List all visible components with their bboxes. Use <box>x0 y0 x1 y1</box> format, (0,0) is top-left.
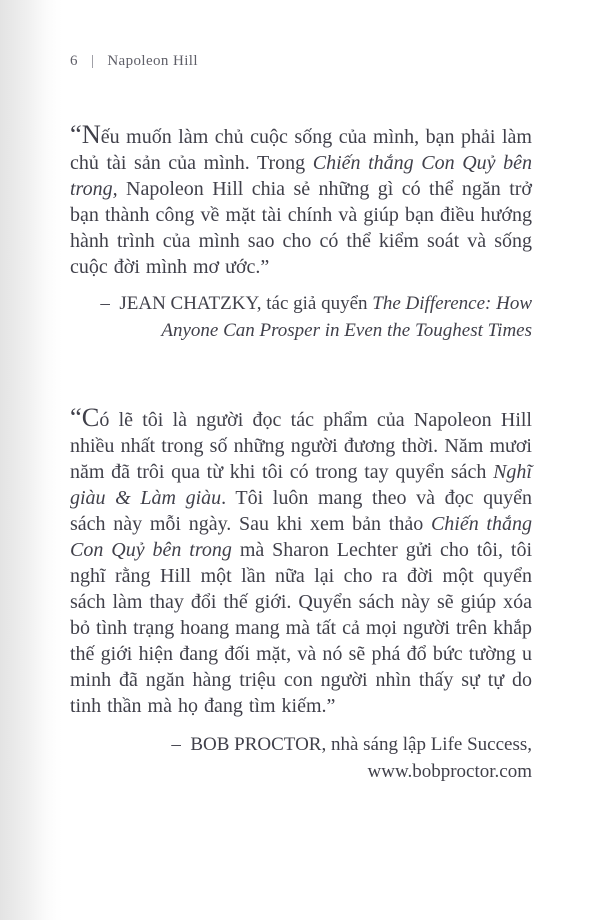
text-run-lead: “N <box>70 119 101 149</box>
text-run-normal: ếu muốn làm chủ cuộc sống của mình, bạn phải làm chủ tài sản của mình. Trong <box>70 126 532 174</box>
header-separator: | <box>90 53 95 69</box>
page-content <box>70 0 532 785</box>
text-run-normal: Napoleon Hill chia sẻ những gì có thể ngăn trở bạn thành công về mặt tài chính và giúp bạn điều hướng hành trình của mình sao cho có thể kiểm soát và sống cuộc đời mình mơ ước.” <box>70 178 532 278</box>
page-number: 6 <box>70 53 78 69</box>
text-run-lead: “C <box>70 402 100 432</box>
page-header <box>70 52 532 70</box>
text-run-normal: – JEAN CHATZKY, tác giả quyển <box>100 293 373 314</box>
endorsement-attribution-2 <box>70 731 532 785</box>
endorsement-quote-2 <box>70 402 532 719</box>
text-run-normal: . Tôi luôn mang theo và đọc quyển sách này mỗi ngày. Sau khi xem bản thảo <box>70 487 532 535</box>
text-run-normal: ó lẽ tôi là người đọc tác phẩm của Napoleon Hill nhiều nhất trong số những người đương thời. Năm mươi năm đã trôi qua từ khi tôi có trong tay quyển sách <box>70 409 532 483</box>
endorsement-quote-1 <box>70 119 532 280</box>
text-run-italic: Chiến thắng Con Quỷ bên trong, <box>70 152 532 200</box>
endorsement-attribution-1 <box>70 290 532 344</box>
text-run-italic: Nghĩ giàu & Làm giàu <box>70 461 532 509</box>
text-run-normal: mà Sharon Lechter gửi cho tôi, tôi nghĩ rằng Hill một lần nữa lại cho ra đời một quyển sách làm thay đổi thế giới. Quyển sách này sẽ giúp xóa bỏ tình trạng hoang mang mà tất cả mọi người trên khắp thế giới hiện đang đối mặt, và nó sẽ phá đổ bức tường u minh đã ngăn hàng triệu con người nhìn thấy sự tự do tinh thần mà họ đang tìm kiếm.” <box>70 539 532 717</box>
text-run-italic: The Difference: How Anyone Can Prosper in Even the Toughest Times <box>161 293 532 341</box>
header-running-title: Napoleon Hill <box>107 53 198 69</box>
page-gutter-shadow <box>0 0 62 920</box>
text-run-italic: Chiến thắng Con Quỷ bên trong <box>70 513 532 561</box>
text-run-normal: – BOB PROCTOR, nhà sáng lập Life Success, www.bobproctor.com <box>171 734 532 782</box>
